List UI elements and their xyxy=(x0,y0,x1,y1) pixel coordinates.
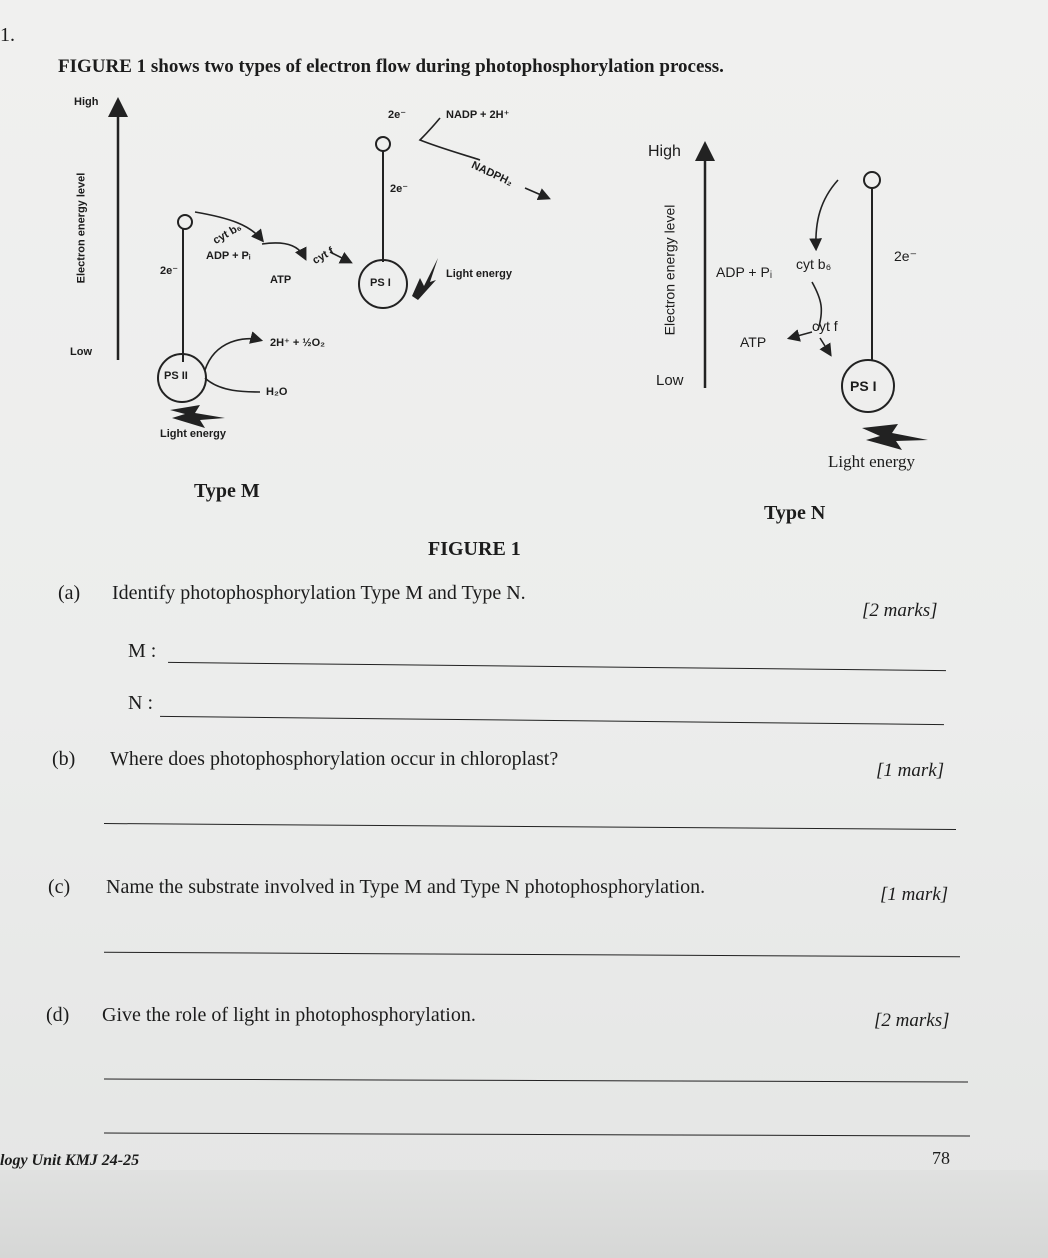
answer-n-label: N : xyxy=(128,692,153,714)
part-a-text: Identify photophosphorylation Type M and Type N. xyxy=(112,582,526,604)
answer-b-line[interactable] xyxy=(104,823,956,830)
type-n-low-label: Low xyxy=(656,372,684,389)
part-b-label: (b) xyxy=(52,748,76,770)
part-a-label: (a) xyxy=(58,582,81,604)
type-m-nadp-label: NADP + 2H⁺ xyxy=(446,109,510,121)
type-m-light-bolt-ps1 xyxy=(412,258,438,300)
answer-m-line[interactable] xyxy=(168,662,946,671)
answer-c-line[interactable] xyxy=(104,952,960,957)
type-m-nadph-arrow xyxy=(525,188,548,198)
type-m-high-label: High xyxy=(74,96,99,108)
type-n-adp-label: ADP + Pᵢ xyxy=(716,264,773,280)
type-n-atp-label: ATP xyxy=(740,334,767,350)
type-m-cyt-b6-label: cyt b₆ xyxy=(211,221,244,247)
figure-caption: FIGURE 1 xyxy=(428,538,521,560)
type-n-atp-arrow xyxy=(790,332,812,338)
answer-d-line-2[interactable] xyxy=(104,1132,970,1136)
type-m-axis-label: Electron energy level xyxy=(75,172,88,284)
type-m-ps1-acceptor xyxy=(376,137,390,151)
type-n-ps1-label: PS I xyxy=(850,378,877,394)
type-m-ps2-label: PS II xyxy=(164,370,188,382)
type-m-ps1-label: PS I xyxy=(370,277,391,289)
type-n-return-arrow xyxy=(820,338,830,354)
type-n-axis-label: Electron energy level xyxy=(661,204,678,336)
footer-page-number: 78 xyxy=(932,1148,950,1168)
part-d-marks: [2 marks] xyxy=(874,1010,950,1031)
type-m-title: Type M xyxy=(194,480,260,502)
question-number: 1. xyxy=(0,24,15,46)
type-n-light-bolt xyxy=(862,424,928,450)
type-m-electrons-top: 2e⁻ xyxy=(388,109,407,121)
type-m-cyt-f-label: cyt f xyxy=(310,245,337,267)
type-m-atp-arrow xyxy=(262,243,305,258)
type-m-nadp-arrow xyxy=(420,118,480,160)
figure-diagram xyxy=(0,0,1048,560)
type-n-ps1-acceptor xyxy=(864,172,880,188)
type-m-water-split-curve xyxy=(205,339,260,370)
type-m-nadph-label: NADPH₂ xyxy=(469,159,515,189)
part-c-text: Name the substrate involved in Type M and Type N photophosphorylation. xyxy=(106,876,706,898)
part-c-marks: [1 mark] xyxy=(880,884,949,905)
part-a-marks: [2 marks] xyxy=(862,600,938,621)
type-m-ps1-light-label: Light energy xyxy=(446,268,513,280)
page-bottom-shadow xyxy=(0,1170,1048,1258)
type-n-cyt-b6-label: cyt b₆ xyxy=(796,256,832,272)
part-b-marks: [1 mark] xyxy=(876,760,945,781)
type-m-atp-label: ATP xyxy=(270,274,292,286)
type-n-high-label: High xyxy=(648,143,681,160)
type-m-water-products: 2H⁺ + ½O₂ xyxy=(270,337,326,349)
type-n-light-label: Light energy xyxy=(828,452,916,471)
part-d-text: Give the role of light in photophosphorylation. xyxy=(102,1004,476,1026)
type-m-water-curve xyxy=(205,378,260,392)
type-n-title: Type N xyxy=(764,502,826,524)
type-m-electrons-left: 2e⁻ xyxy=(160,265,179,277)
part-d-label: (d) xyxy=(46,1004,70,1026)
type-m-electrons-mid: 2e⁻ xyxy=(390,183,409,195)
type-m-light-bolt-ps2 xyxy=(170,405,225,428)
part-c-label: (c) xyxy=(48,876,71,898)
type-n-cyclic-down-arrow xyxy=(816,180,838,248)
type-m-adp-label: ADP + Pᵢ xyxy=(206,250,251,262)
type-n-cyt-f-label: cyt f xyxy=(812,318,838,334)
answer-n-line[interactable] xyxy=(160,716,944,725)
type-n-electrons-label: 2e⁻ xyxy=(894,248,917,264)
type-m-low-label: Low xyxy=(70,346,92,358)
answer-d-line-1[interactable] xyxy=(104,1078,968,1082)
footer-course: logy Unit KMJ 24-25 xyxy=(0,1152,140,1169)
answer-m-label: M : xyxy=(128,640,157,662)
type-m-ps2-acceptor xyxy=(178,215,192,229)
type-m-water-label: H₂O xyxy=(266,386,288,398)
part-b-text: Where does photophosphorylation occur in chloroplast? xyxy=(110,748,559,770)
question-title: FIGURE 1 shows two types of electron flow during photophosphorylation process. xyxy=(58,56,724,77)
type-m-ps2-light-label: Light energy xyxy=(160,428,227,440)
